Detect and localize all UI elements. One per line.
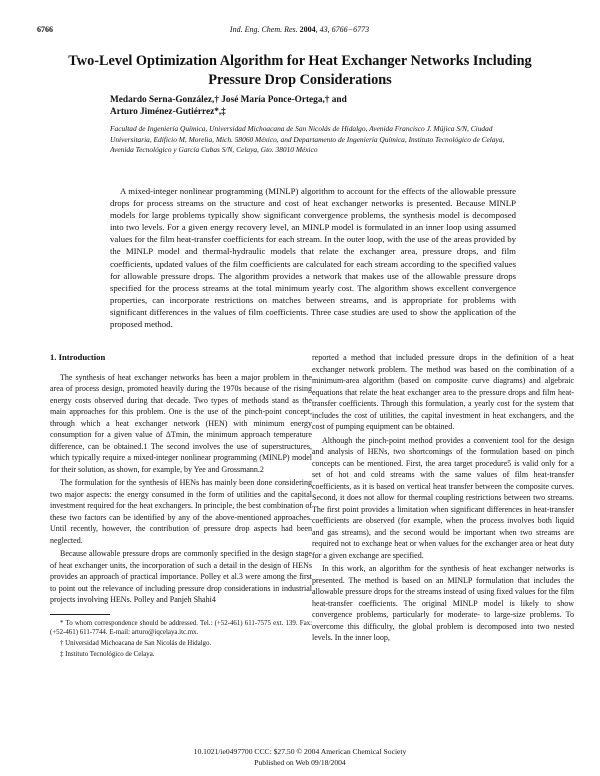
journal-volume-pages: , 43, 6766−6773 (315, 25, 370, 34)
author-list (110, 94, 490, 118)
page-footer (0, 747, 600, 768)
journal-citation (37, 24, 562, 36)
paragraph: reported a method that included pressure drops in the definition of a heat exchanger network problem. The method was based on the combination of a minimum-area algorithm (based on composite curve diagrams) and algebraic equations that relate the heat exchanger area to the pressure drops and film heat-transfer coefficients. Through this formulation, a yearly cost for the system that includes the cost of utilities, the capital investment in heat exchangers, and the cost of pumping equipment can be obtained. (312, 353, 574, 431)
paragraph: Because allowable pressure drops are commonly specified in the design stage of heat exchanger units, the incorporation of such a detail in the design of HENs provides an approach of practical importance. Polley et al.3 were among the first to point out the relevance of including pressure drop considerations in industrial projects involving HENs. Polley and Panjeh Shahi4 (50, 549, 312, 604)
footnote: * To whom correspondence should be addressed. Tel.: (+52-461) 611-7575 ext. 139. Fax: (+52-461) 611-7744. E-mail: arturo@iqcelaya.itc.mx. (50, 619, 312, 636)
page-number: 6766 (37, 25, 53, 34)
doi-copyright: 10.1021/ie0497700 CCC: $27.50 © 2004 American Chemical Society (193, 747, 407, 756)
paragraph: In this work, an algorithm for the synthesis of heat exchanger networks is presented. The method is based on an MINLP formulation that includes the allowable pressure drops for the streams instead of using fixed values for the film heat-transfer coefficients. The original MINLP model is likely to show convergence problems, particularly for moderate- to large-size problems. To overcome this difficulty, the global problem is decomposed into two nested levels. In the inner loop, (312, 564, 574, 642)
author-line: Arturo Jiménez-Gutiérrez*,‡ (110, 107, 226, 117)
journal-name: Ind. Eng. Chem. Res. (229, 25, 298, 34)
author-line: Medardo Serna-González,† José María Ponce-Ortega,† and (110, 95, 347, 105)
abstract: A mixed-integer nonlinear programming (MINLP) algorithm to account for the effects of the allowable pressure drops for process streams on the structure and cost of heat exchanger networks is presented. Because MINLP models for large problems typically show significant convergence problems, the synthesis model is decomposed into two levels. For a given energy recovery level, an MINLP model is formulated in an inner loop using assumed values for the film heat-transfer coefficients for each stream. In the outer loop, with the use of the areas provided by the MINLP model and thermal-hydraulic models that relate the exchanger area, pressure drops, and film coefficients, updated values of the film coefficients are calculated for each stream according to the specified values for allowable pressure drops. The algorithm provides a network that makes use of the allowable pressure drops specified for the process streams at the total minimum yearly cost. The algorithm shows excellent convergence properties, can incorporate restrictions on matches between streams, and is appropriate for problems with significant differences in the values of film coefficients. Three case studies are used to show the application of the proposed method. (110, 186, 516, 330)
running-head (37, 24, 562, 36)
affiliation: Facultad de Ingeniería Química, Universidad Michoacana de San Nicolás de Hidalgo, Avenida Francisco J. Mújica S/N, Ciudad Universitaria, Edificio M, Morelia, Mich. 58060 México, and Departamento de Ingeniería Química, Instituto Tecnológico de Celaya, Avenida Tecnológico y García Cubas S/N, Celaya, Gto. 38010 México (110, 124, 505, 155)
right-column (312, 352, 574, 644)
left-column (50, 352, 312, 660)
paragraph: The formulation for the synthesis of HENs has mainly been done considering two major aspects: the energy consumed in the form of utilities and the capital investment required for the heat exchangers. In principle, the best combination of these two factors can be identified by any of the above-mentioned approaches. Until recently, however, the contribution of pressure drop aspects had been neglected. (50, 478, 312, 545)
paragraph: Although the pinch-point method provides a convenient tool for the design and analysis of HENs, two shortcomings of the formulation based on pinch concepts can be mentioned. First, the area target procedure5 is valid only for a set of hot and cold streams with the same values of film heat-transfer coefficients, as it is based on vertical heat transfer between the composite curves. Second, it does not allow for thermal coupling restrictions between two streams. The first point provides a limitation when significant differences in heat-transfer coefficients are observed (for example, when the process involves both liquid and gas streams), and the second would be important when two streams are required not to exchange heat or when values for the exchanger area or heat duty for a given exchange are specified. (312, 435, 574, 560)
article-title: Two-Level Optimization Algorithm for Heat Exchanger Networks Including Pressure Drop Considerations (68, 53, 532, 88)
paragraph: The synthesis of heat exchanger networks has been a major problem in the area of process design, promoted heavily during the 1970s because of the rising energy costs observed during that decade. Two types of methods stand as the main approaches for this problem. One is the use of the pinch-point concept, through which a heat exchanger network (HEN) with minimum energy consumption for a given value of ΔTmin, the minimum approach temperature difference, can be obtained.1 The second involves the use of superstructures, which typically require a mixed-integer nonlinear programming (MINLP) model for their solution, as shown, for example, by Yee and Grossmann.2 (50, 372, 312, 474)
section-heading: 1. Introduction (50, 352, 106, 362)
publication-date: Published on Web 09/18/2004 (254, 757, 346, 767)
footnote: ‡ Instituto Tecnológico de Celaya. (60, 651, 155, 659)
journal-year: 2004 (299, 25, 316, 34)
footnote-rule (50, 614, 110, 615)
footnote: † Universidad Michoacana de San Nicolás de Hidalgo. (60, 640, 212, 648)
